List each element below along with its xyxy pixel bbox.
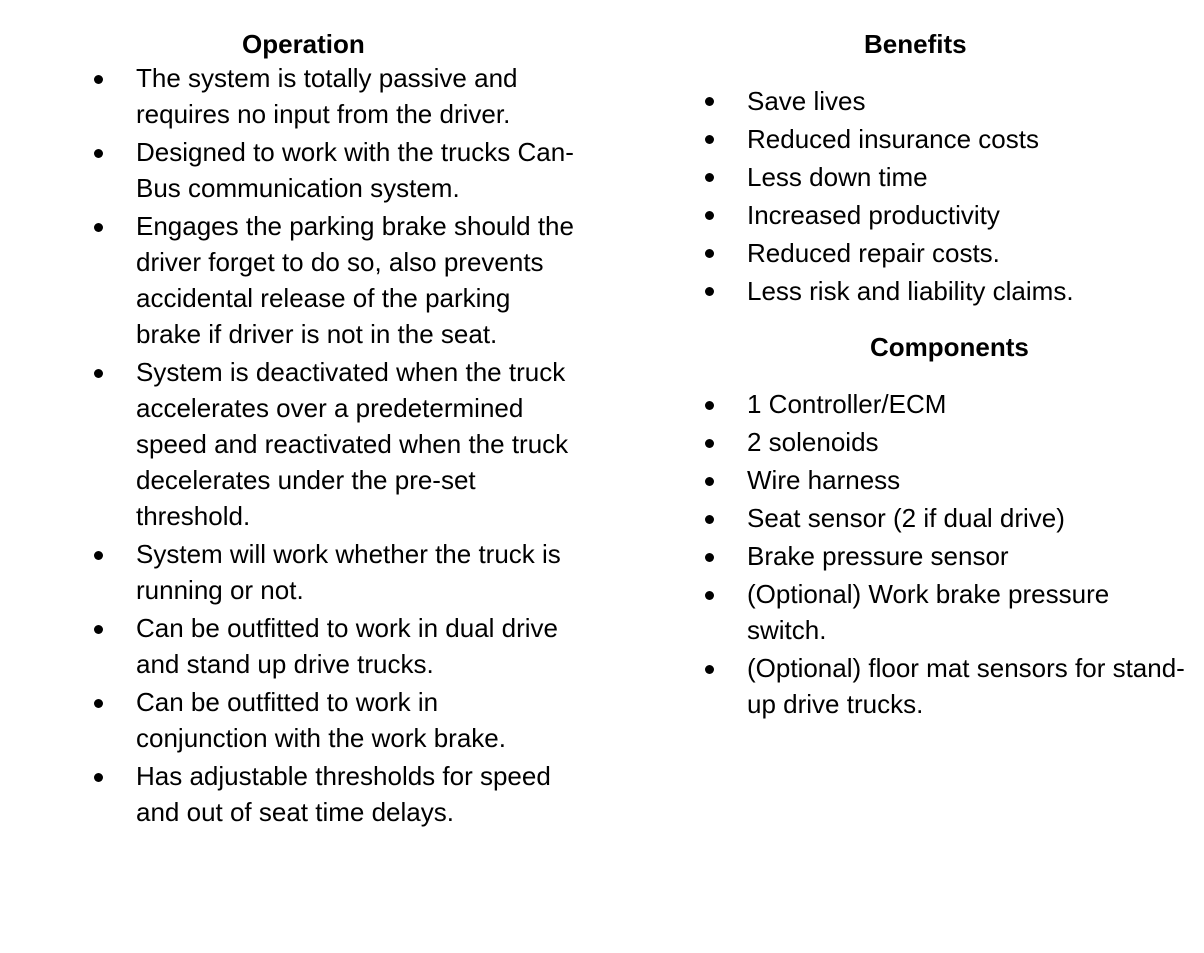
components-heading: Components — [870, 332, 1029, 362]
bullet-icon — [705, 249, 714, 258]
list-item — [747, 650, 1187, 722]
bullet-icon — [94, 75, 103, 84]
benefits-list — [747, 82, 1187, 310]
bullet-icon — [94, 699, 103, 708]
bullet-icon — [94, 223, 103, 232]
list-item-text: Save lives — [747, 86, 866, 116]
list-item-text: Can be outfitted to work in dual drive and stand up drive trucks. — [136, 613, 559, 679]
list-item — [747, 234, 1187, 272]
bullet-icon — [705, 665, 714, 674]
list-item — [747, 120, 1187, 158]
bullet-icon — [705, 173, 714, 182]
list-item-text: Less down time — [747, 162, 928, 192]
list-item — [747, 386, 1187, 422]
list-item-text: (Optional) Work brake pressure switch. — [747, 579, 1110, 645]
list-item-text: 2 solenoids — [747, 427, 879, 457]
list-item — [136, 208, 576, 352]
list-item-text: Has adjustable thresholds for speed and out of seat time delays. — [136, 761, 551, 827]
list-item-text: System will work whether the truck is running or not. — [136, 539, 561, 605]
list-item-text: Designed to work with the trucks Can-Bus communication system. — [136, 137, 574, 203]
list-item — [747, 272, 1187, 310]
list-item — [747, 462, 1187, 498]
list-item — [136, 60, 576, 132]
list-item — [136, 610, 576, 682]
bullet-icon — [705, 477, 714, 486]
bullet-icon — [705, 211, 714, 220]
operation-heading: Operation — [242, 29, 365, 59]
list-item — [747, 500, 1187, 536]
bullet-icon — [94, 369, 103, 378]
list-item — [747, 576, 1187, 648]
list-item-text: Can be outfitted to work in conjunction with the work brake. — [136, 687, 506, 753]
list-item — [136, 758, 576, 830]
bullet-icon — [94, 625, 103, 634]
bullet-icon — [705, 591, 714, 600]
list-item — [747, 82, 1187, 120]
list-item-text: Engages the parking brake should the driver forget to do so, also prevents accidental release of the parking brake if driver is not in the seat. — [136, 211, 574, 349]
list-item-text: Brake pressure sensor — [747, 541, 1009, 571]
bullet-icon — [705, 515, 714, 524]
benefits-heading: Benefits — [864, 29, 967, 59]
list-item — [747, 538, 1187, 574]
list-item — [747, 196, 1187, 234]
list-item — [136, 536, 576, 608]
list-item-text: Less risk and liability claims. — [747, 276, 1074, 306]
bullet-icon — [705, 135, 714, 144]
list-item-text: The system is totally passive and requires no input from the driver. — [136, 63, 518, 129]
list-item-text: Reduced insurance costs — [747, 124, 1039, 154]
bullet-icon — [94, 773, 103, 782]
list-item — [747, 424, 1187, 460]
list-item-text: 1 Controller/ECM — [747, 389, 947, 419]
list-item — [136, 684, 576, 756]
list-item-text: Increased productivity — [747, 200, 1000, 230]
list-item-text: (Optional) floor mat sensors for stand-up drive trucks. — [747, 653, 1185, 719]
bullet-icon — [94, 149, 103, 158]
list-item — [747, 158, 1187, 196]
list-item-text: Wire harness — [747, 465, 901, 495]
list-item-text: Reduced repair costs. — [747, 238, 1000, 268]
bullet-icon — [705, 401, 714, 410]
list-item-text: System is deactivated when the truck accelerates over a predetermined speed and reactivated when the truck decelerates under the pre-set threshold. — [136, 357, 569, 531]
components-list — [747, 386, 1187, 724]
list-item-text: Seat sensor (2 if dual drive) — [747, 503, 1065, 533]
bullet-icon — [705, 553, 714, 562]
bullet-icon — [705, 439, 714, 448]
operation-list — [136, 60, 576, 832]
list-item — [136, 354, 576, 534]
bullet-icon — [705, 287, 714, 296]
list-item — [136, 134, 576, 206]
bullet-icon — [94, 551, 103, 560]
bullet-icon — [705, 97, 714, 106]
